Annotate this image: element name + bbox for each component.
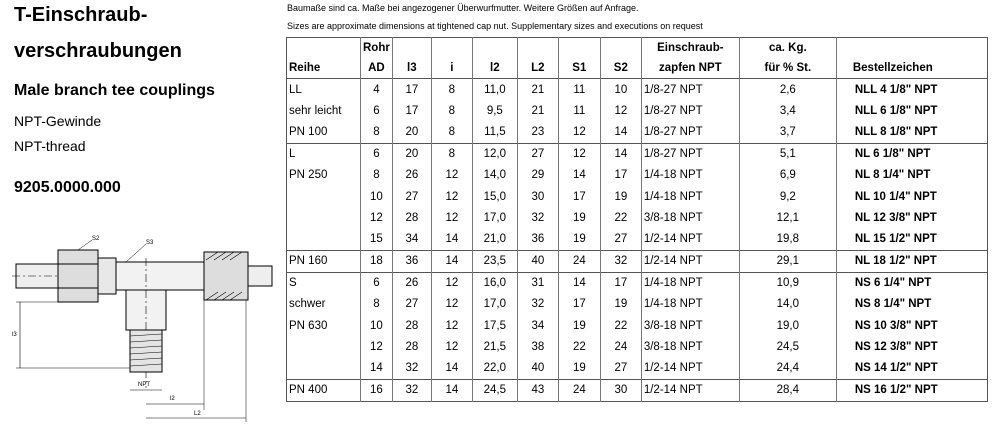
table-row: [287, 186, 988, 207]
cell-s1: 22: [558, 336, 600, 357]
cell-l2: 24,5: [472, 379, 517, 401]
cell-code: NLL 6 1/8" NPT: [836, 100, 987, 121]
cell-code: NL 12 3/8" NPT: [836, 207, 987, 228]
table-row: [287, 315, 988, 336]
cell-L2: 40: [517, 357, 558, 379]
table-row: [287, 379, 988, 401]
cell-npt: 3/8-18 NPT: [641, 207, 739, 228]
cell-kg: 14,0: [739, 294, 836, 315]
cell-reihe: PN 630: [289, 319, 328, 332]
header-cell: S2: [600, 57, 641, 79]
cell-reihe: [287, 186, 361, 207]
cell-kg: 19,0: [739, 315, 836, 336]
cell-l2: 21,5: [472, 336, 517, 357]
cell-s1: 19: [558, 357, 600, 379]
cell-npt: 3/8-18 NPT: [641, 315, 739, 336]
title-line-1: T-Einschraub-: [14, 4, 148, 26]
cell-npt: 3/8-18 NPT: [641, 336, 739, 357]
cell-kg: 28,4: [739, 379, 836, 401]
cell-s1: 19: [558, 228, 600, 250]
label-s2: S2: [92, 236, 100, 242]
cell-l2: 17,0: [472, 294, 517, 315]
cell-l3: 26: [392, 272, 431, 294]
cell-kg: 10,9: [739, 272, 836, 294]
article-number: 9205.0000.000: [14, 179, 121, 196]
table-row: [287, 143, 988, 165]
cell-i: 14: [431, 357, 472, 379]
cell-s2: 22: [600, 315, 641, 336]
table-body: [287, 79, 988, 402]
cell-code: NS 14 1/2" NPT: [836, 357, 987, 379]
label-npt: NPT: [138, 382, 150, 388]
cell-s2: 27: [600, 357, 641, 379]
cell-kg: 24,5: [739, 336, 836, 357]
cell-L2: 38: [517, 336, 558, 357]
cell-i: 14: [431, 379, 472, 401]
cell-reihe: schwer: [289, 298, 326, 311]
cell-kg: 3,4: [739, 100, 836, 121]
cell-i: 12: [431, 186, 472, 207]
cell-reihe: [287, 207, 361, 228]
cell-i: 14: [431, 228, 472, 250]
label-l3: l3: [12, 332, 17, 338]
cell-npt: 1/2-14 NPT: [641, 250, 739, 272]
cell-L2: 23: [517, 121, 558, 143]
cell-s2: 14: [600, 121, 641, 143]
cell-s2: 10: [600, 79, 641, 101]
table-row: [287, 294, 988, 315]
table-row: [287, 250, 988, 272]
cell-l3: 28: [392, 315, 431, 336]
cell-s2: 27: [600, 228, 641, 250]
cell-L2: 30: [517, 186, 558, 207]
table-header: [287, 38, 988, 79]
table-row: [287, 272, 988, 294]
cell-ad: 12: [361, 207, 393, 228]
cell-kg: 6,9: [739, 165, 836, 186]
cell-i: 8: [431, 100, 472, 121]
cell-L2: 27: [517, 143, 558, 165]
cell-ad: 16: [361, 379, 393, 401]
cell-l3: 20: [392, 143, 431, 165]
header-top-cell: [472, 38, 517, 58]
cell-i: 12: [431, 336, 472, 357]
cell-ad: 18: [361, 250, 393, 272]
thread-note-en: NPT-thread: [14, 138, 86, 154]
cell-npt: 1/8-27 NPT: [641, 100, 739, 121]
cell-s2: 32: [600, 250, 641, 272]
cell-npt: 1/2-14 NPT: [641, 379, 739, 401]
cell-ad: 6: [361, 100, 393, 121]
header-cell: AD: [361, 57, 393, 79]
cell-L2: 36: [517, 228, 558, 250]
cell-kg: 5,1: [739, 143, 836, 165]
cell-npt: 1/4-18 NPT: [641, 294, 739, 315]
cell-kg: 24,4: [739, 357, 836, 379]
cell-l3: 32: [392, 357, 431, 379]
cell-reihe: PN 100: [289, 125, 328, 138]
cell-ad: 10: [361, 315, 393, 336]
cell-l3: 34: [392, 228, 431, 250]
header-cell: Bestellzeichen: [836, 57, 987, 79]
cell-l2: 14,0: [472, 165, 517, 186]
cell-kg: 3,7: [739, 121, 836, 143]
table-row: [287, 100, 988, 121]
cell-reihe: PN 250: [289, 169, 328, 182]
cell-s2: 30: [600, 379, 641, 401]
cell-l2: 12,0: [472, 143, 517, 165]
product-info-panel: [0, 0, 280, 424]
cell-l3: 17: [392, 79, 431, 101]
cell-s1: 19: [558, 207, 600, 228]
cell-reihe: sehr leicht: [289, 104, 342, 117]
cell-l3: 17: [392, 100, 431, 121]
title-line-2: verschraubungen: [14, 40, 182, 62]
cell-kg: 12,1: [739, 207, 836, 228]
cell-l2: 17,5: [472, 315, 517, 336]
cell-ad: 8: [361, 294, 393, 315]
cell-l2: 16,0: [472, 272, 517, 294]
header-top-cell: [392, 38, 431, 58]
cell-s1: 11: [558, 100, 600, 121]
table-row: [287, 207, 988, 228]
cell-l3: 32: [392, 379, 431, 401]
cell-npt: 1/4-18 NPT: [641, 165, 739, 186]
cell-code: NLL 4 1/8" NPT: [836, 79, 987, 101]
cell-s1: 17: [558, 294, 600, 315]
cell-l3: 28: [392, 336, 431, 357]
cell-code: NS 8 1/4" NPT: [836, 294, 987, 315]
cell-L2: 32: [517, 294, 558, 315]
header-cell: l2: [472, 57, 517, 79]
cell-l2: 9,5: [472, 100, 517, 121]
header-top-cell: [558, 38, 600, 58]
cell-l2: 11,5: [472, 121, 517, 143]
cell-code: NS 10 3/8" NPT: [836, 315, 987, 336]
cell-L2: 32: [517, 207, 558, 228]
cell-ad: 10: [361, 186, 393, 207]
header-top-cell: [600, 38, 641, 58]
note-de: Baumaße sind ca. Maße bei angezogener Überwurfmutter. Weitere Größen auf Anfrage.: [287, 3, 639, 13]
cell-ad: 4: [361, 79, 393, 101]
cell-code: NLL 8 1/8" NPT: [836, 121, 987, 143]
cell-l3: 28: [392, 207, 431, 228]
header-cell: für % St.: [739, 57, 836, 79]
cell-code: NL 15 1/2" NPT: [836, 228, 987, 250]
cell-l2: 22,0: [472, 357, 517, 379]
cell-l2: 15,0: [472, 186, 517, 207]
cell-l3: 26: [392, 165, 431, 186]
cell-l3: 20: [392, 121, 431, 143]
header-top-cell: Rohr: [361, 38, 393, 58]
header-top-cell: Einschraub-: [641, 38, 739, 58]
header-cell: Reihe: [289, 62, 321, 74]
cell-reihe: PN 160: [287, 250, 361, 272]
header-cell: zapfen NPT: [641, 57, 739, 79]
cell-code: NL 18 1/2" NPT: [836, 250, 987, 272]
cell-reihe: [287, 357, 361, 379]
cell-i: 12: [431, 272, 472, 294]
header-top-cell: [431, 38, 472, 58]
table-row: [287, 79, 988, 101]
cell-l3: 27: [392, 294, 431, 315]
cell-npt: 1/8-27 NPT: [641, 79, 739, 101]
cell-l3: 36: [392, 250, 431, 272]
cell-ad: 6: [361, 272, 393, 294]
cell-s2: 17: [600, 272, 641, 294]
header-cell: i: [431, 57, 472, 79]
cell-s1: 14: [558, 272, 600, 294]
header-top-cell: ca. Kg.: [739, 38, 836, 58]
cell-reihe: PN 400: [287, 379, 361, 401]
cell-ad: 6: [361, 143, 393, 165]
cell-i: 8: [431, 143, 472, 165]
cell-s2: 12: [600, 100, 641, 121]
header-top-cell: [836, 38, 987, 58]
cell-l2: 17,0: [472, 207, 517, 228]
cell-l2: 11,0: [472, 79, 517, 101]
cell-code: NL 8 1/4" NPT: [836, 165, 987, 186]
dimensions-table: [286, 37, 988, 402]
cell-l2: 21,0: [472, 228, 517, 250]
table-row: [287, 121, 988, 143]
header-top-cell: [517, 38, 558, 58]
cell-s1: 24: [558, 250, 600, 272]
cell-npt: 1/8-27 NPT: [641, 121, 739, 143]
cell-L2: 29: [517, 165, 558, 186]
cell-s1: 14: [558, 165, 600, 186]
cell-code: NL 10 1/4" NPT: [836, 186, 987, 207]
header-cell: L2: [517, 57, 558, 79]
cell-reihe: L: [287, 143, 361, 165]
cell-s2: 22: [600, 207, 641, 228]
cell-reihe: [287, 336, 361, 357]
cell-reihe: [287, 228, 361, 250]
cell-i: 8: [431, 79, 472, 101]
cell-L2: 21: [517, 79, 558, 101]
cell-l2: 23,5: [472, 250, 517, 272]
cell-kg: 19,8: [739, 228, 836, 250]
header-cell: l3: [392, 57, 431, 79]
cell-npt: 1/2-14 NPT: [641, 357, 739, 379]
cell-i: 12: [431, 165, 472, 186]
cell-kg: 9,2: [739, 186, 836, 207]
label-l2: l2: [170, 396, 175, 402]
cell-reihe: S: [287, 272, 361, 294]
cell-code: NS 16 1/2" NPT: [836, 379, 987, 401]
cell-npt: 1/2-14 NPT: [641, 228, 739, 250]
note-en: Sizes are approximate dimensions at tightened cap nut. Supplementary sizes and executions on request: [287, 21, 703, 31]
header-top-cell: [287, 38, 361, 58]
label-L2: L2: [194, 411, 201, 417]
cell-L2: 43: [517, 379, 558, 401]
table-row: [287, 336, 988, 357]
cell-s2: 19: [600, 294, 641, 315]
cell-npt: 1/4-18 NPT: [641, 186, 739, 207]
cell-kg: 29,1: [739, 250, 836, 272]
cell-i: 12: [431, 294, 472, 315]
cell-reihe: LL: [287, 79, 361, 101]
cell-L2: 31: [517, 272, 558, 294]
cell-s1: 24: [558, 379, 600, 401]
cell-code: NS 6 1/4" NPT: [836, 272, 987, 294]
cell-kg: 2,6: [739, 79, 836, 101]
table-row: [287, 165, 988, 186]
cell-s1: 19: [558, 315, 600, 336]
cell-s1: 11: [558, 79, 600, 101]
cell-l3: 27: [392, 186, 431, 207]
cell-s2: 14: [600, 143, 641, 165]
cell-ad: 8: [361, 165, 393, 186]
cell-s2: 24: [600, 336, 641, 357]
technical-drawing: [8, 228, 276, 424]
cell-ad: 14: [361, 357, 393, 379]
header-cell: S1: [558, 57, 600, 79]
cell-npt: 1/8-27 NPT: [641, 143, 739, 165]
cell-ad: 12: [361, 336, 393, 357]
cell-i: 12: [431, 315, 472, 336]
thread-note-de: NPT-Gewinde: [14, 113, 102, 129]
cell-ad: 8: [361, 121, 393, 143]
cell-s1: 12: [558, 143, 600, 165]
subtitle: Male branch tee couplings: [14, 82, 215, 99]
cell-L2: 34: [517, 315, 558, 336]
cell-i: 14: [431, 250, 472, 272]
label-s3: S3: [146, 240, 154, 246]
cell-code: NS 12 3/8" NPT: [836, 336, 987, 357]
cell-i: 12: [431, 207, 472, 228]
cell-s1: 12: [558, 121, 600, 143]
table-row: [287, 357, 988, 379]
cell-s2: 17: [600, 165, 641, 186]
cell-L2: 40: [517, 250, 558, 272]
cell-ad: 15: [361, 228, 393, 250]
cell-s2: 19: [600, 186, 641, 207]
cell-npt: 1/4-18 NPT: [641, 272, 739, 294]
table-row: [287, 228, 988, 250]
cell-i: 8: [431, 121, 472, 143]
cell-code: NL 6 1/8" NPT: [836, 143, 987, 165]
cell-L2: 21: [517, 100, 558, 121]
cell-s1: 17: [558, 186, 600, 207]
